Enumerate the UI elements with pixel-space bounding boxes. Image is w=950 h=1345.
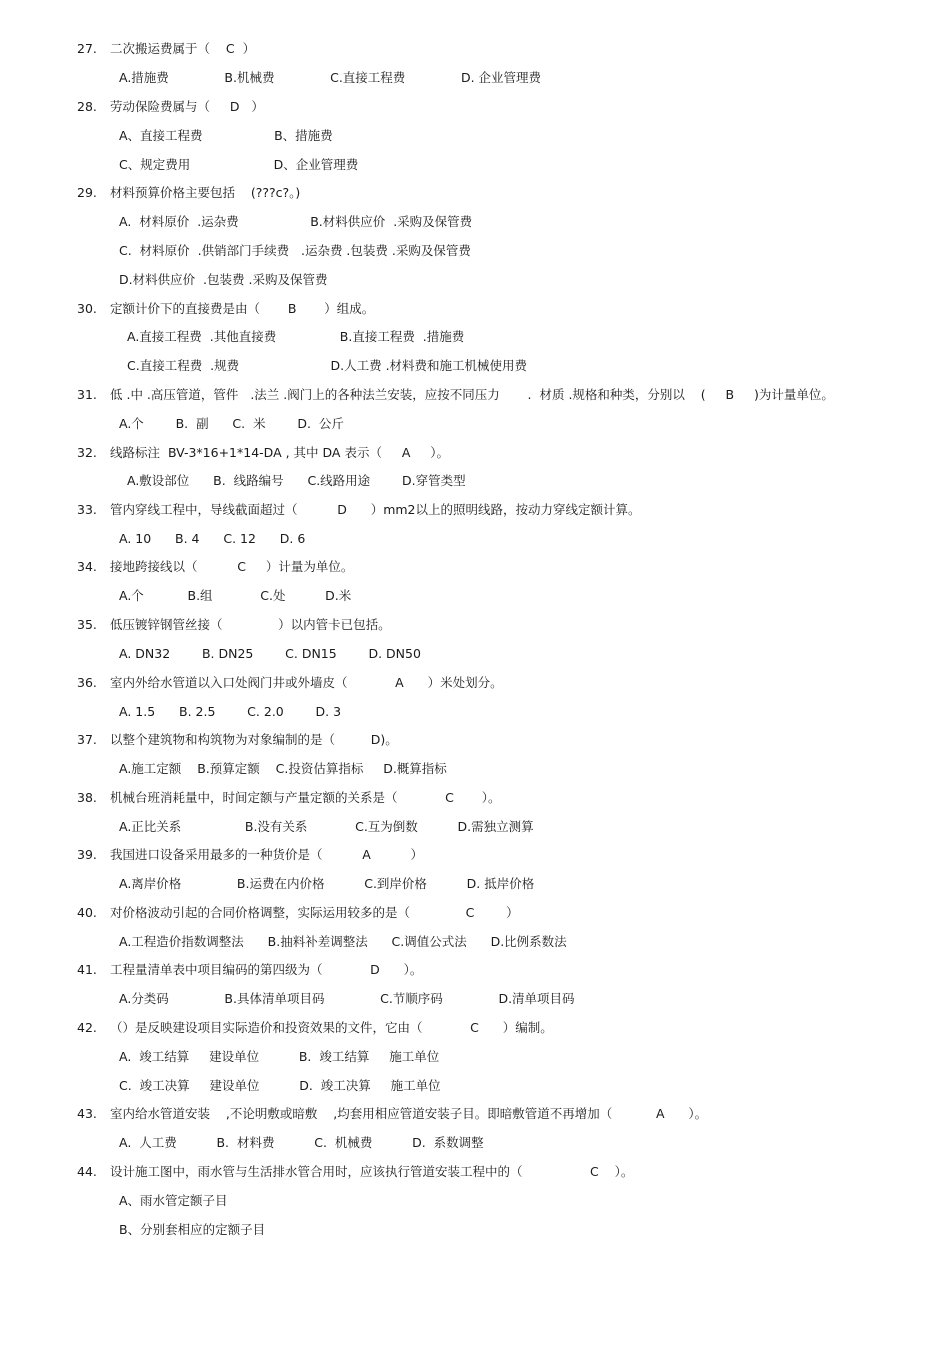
question-options: A.个 B. 副 C. 米 D. 公斤: [119, 416, 344, 431]
question-options: A. DN32 B. DN25 C. DN15 D. DN50: [119, 646, 421, 661]
question-text: 对价格波动引起的合同价格调整，实际运用较多的是（ C ）: [110, 905, 519, 920]
question-text: 我国进口设备采用最多的一种货价是（ A ）: [110, 847, 424, 862]
question-number: 44.: [77, 1164, 97, 1179]
question-text: 机械台班消耗量中，时间定额与产量定额的关系是（ C ）。: [110, 790, 501, 805]
question-options: A.措施费 B.机械费 C.直接工程费 D. 企业管理费: [119, 70, 542, 85]
question-text: 低压镀锌钢管丝接（ ）以内管卡已包括。: [110, 617, 391, 632]
question-number: 34.: [77, 559, 97, 574]
question-number: 43.: [77, 1106, 97, 1121]
question-text: （）是反映建设项目实际造价和投资效果的文件，它由（ C ）编制。: [110, 1020, 553, 1035]
question-options: C、规定费用 D、企业管理费: [119, 157, 359, 172]
question-options: D.材料供应价 .包装费 .采购及保管费: [119, 272, 328, 287]
question-number: 38.: [77, 790, 97, 805]
question-number: 27.: [77, 41, 97, 56]
question-options: A.离岸价格 B.运费在内价格 C.到岸价格 D. 抵岸价格: [119, 876, 535, 891]
question-options: A. 竣工结算 建设单位 B. 竣工结算 施工单位: [119, 1049, 440, 1064]
question-number: 33.: [77, 502, 97, 517]
question-options: A. 10 B. 4 C. 12 D. 6: [119, 531, 306, 546]
question-options: A、直接工程费 B、措施费: [119, 128, 333, 143]
question-text: 接地跨接线以（ C ）计量为单位。: [110, 559, 354, 574]
question-options: C.直接工程费 .规费 D.人工费 .材料费和施工机械使用费: [127, 358, 528, 373]
question-options: C. 材料原价 .供销部门手续费 .运杂费 .包装费 .采购及保管费: [119, 243, 471, 258]
question-number: 32.: [77, 445, 97, 460]
question-text: 工程量清单表中项目编码的第四级为（ D ）。: [110, 962, 423, 977]
question-number: 30.: [77, 301, 97, 316]
question-number: 35.: [77, 617, 97, 632]
question-options: A.工程造价指数调整法 B.抽料补差调整法 C.调值公式法 D.比例系数法: [119, 934, 567, 949]
question-text: 线路标注 BV-3*16+1*14-DA , 其中 DA 表示（ A ）。: [110, 445, 449, 460]
question-options: A.敷设部位 B. 线路编号 C.线路用途 D.穿管类型: [127, 473, 466, 488]
question-number: 31.: [77, 387, 97, 402]
question-options: A.正比关系 B.没有关系 C.互为倒数 D.需独立测算: [119, 819, 534, 834]
question-number: 41.: [77, 962, 97, 977]
question-text: 材料预算价格主要包括 (???c?。): [110, 185, 301, 200]
question-text: 二次搬运费属于（ C ）: [110, 41, 256, 56]
question-options: A.个 B.组 C.处 D.米: [119, 588, 352, 603]
question-text: 设计施工图中，雨水管与生活排水管合用时，应该执行管道安装工程中的（ C ）。: [110, 1164, 634, 1179]
question-options: A.施工定额 B.预算定额 C.投资估算指标 D.概算指标: [119, 761, 447, 776]
question-text: 定额计价下的直接费是由（ B ）组成。: [110, 301, 375, 316]
question-number: 37.: [77, 732, 97, 747]
question-options: A. 材料原价 .运杂费 B.材料供应价 .采购及保管费: [119, 214, 473, 229]
question-options: A. 人工费 B. 材料费 C. 机械费 D. 系数调整: [119, 1135, 484, 1150]
question-text: 管内穿线工程中，导线截面超过（ D ）mm2以上的照明线路，按动力穿线定额计算。: [110, 502, 641, 517]
question-text: 室内给水管道安装 ,不论明敷或暗敷 ,均套用相应管道安装子目。即暗敷管道不再增加（ A ）。: [110, 1106, 708, 1121]
question-number: 28.: [77, 99, 97, 114]
question-text: 劳动保险费属与（ D ）: [110, 99, 264, 114]
question-text: 室内外给水管道以入口处阀门井或外墙皮（ A ）米处划分。: [110, 675, 503, 690]
question-text: 低 .中 .高压管道，管件 .法兰 .阀门上的各种法兰安装，应按不同压力 . 材质 .规格和种类，分别以 ( B )为计量单位。: [110, 387, 834, 402]
question-number: 39.: [77, 847, 97, 862]
question-number: 36.: [77, 675, 97, 690]
question-options: A. 1.5 B. 2.5 C. 2.0 D. 3: [119, 704, 342, 719]
question-number: 42.: [77, 1020, 97, 1035]
question-options: A、雨水管定额子目: [119, 1193, 228, 1208]
question-number: 40.: [77, 905, 97, 920]
question-text: 以整个建筑物和构筑物为对象编制的是（ D)。: [110, 732, 398, 747]
question-options: C. 竣工决算 建设单位 D. 竣工决算 施工单位: [119, 1078, 441, 1093]
question-options: A.分类码 B.具体清单项目码 C.节顺序码 D.清单项目码: [119, 991, 575, 1006]
question-options: B、分别套相应的定额子目: [119, 1222, 266, 1237]
question-number: 29.: [77, 185, 97, 200]
question-options: A.直接工程费 .其他直接费 B.直接工程费 .措施费: [127, 329, 465, 344]
